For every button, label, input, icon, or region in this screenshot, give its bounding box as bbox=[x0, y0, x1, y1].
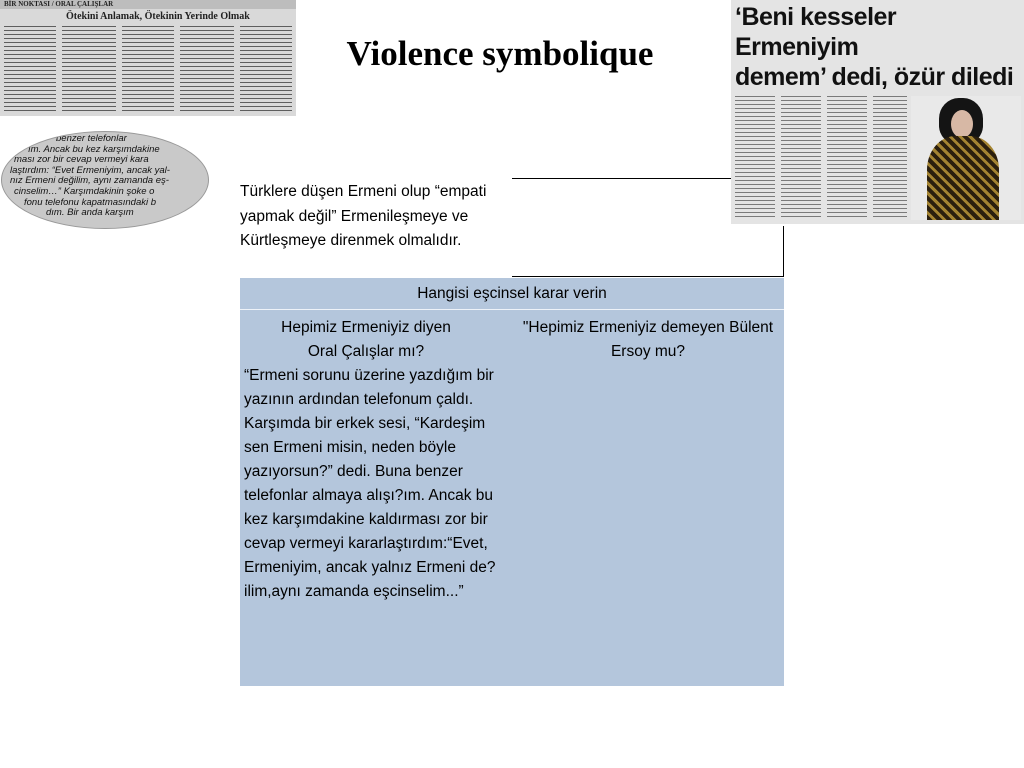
clipping-text-column bbox=[781, 96, 821, 220]
oval-excerpt-line: fonu telefonu kapatmasındaki b bbox=[24, 196, 157, 208]
oval-excerpt-line: cinselim…” Karşımdakinin şoke o bbox=[14, 185, 155, 197]
photo-face-shape bbox=[951, 110, 973, 138]
photo-body-shape bbox=[927, 136, 999, 220]
oval-excerpt-text bbox=[10, 134, 209, 219]
clipping-text-column bbox=[240, 26, 292, 112]
divider-line bbox=[512, 178, 731, 179]
clipping-text-column bbox=[180, 26, 234, 112]
clipping-text-column bbox=[735, 96, 775, 220]
clipping-text-column bbox=[62, 26, 116, 112]
left-quote: “Ermeni sorunu üzerine yazdığım bir yazının ardından telefonum çaldı. Karşımda bir erkek sesi, “Kardeşim sen Ermeni misin, neden böyle yazıyorsun?” dedi. Buna benzer telefonlar almaya alışı?ım. Ancak bu kez karşımdakine kaldırması zor bir cevap vermeyi kararlaştırdım:“Evet, Ermeniyim, ancak yalnız Ermeni de?ilim,aynı zamanda eşcinselim...” bbox=[244, 367, 496, 600]
clipping-text-column bbox=[827, 96, 867, 220]
clipping-text-column bbox=[873, 96, 907, 220]
newspaper-clipping-right bbox=[731, 0, 1024, 224]
headline-line-1: ‘Beni kesseler Ermeniyim bbox=[735, 3, 897, 61]
oval-excerpt-line: ım. Ancak bu kez karşımdakine bbox=[28, 143, 160, 155]
oval-newspaper-excerpt bbox=[1, 131, 209, 229]
left-title-line-1: Hepimiz Ermeniyiz diyen bbox=[281, 319, 451, 336]
clipping-headline: Ötekini Anlamak, Ötekinin Yerinde Olmak bbox=[66, 11, 250, 22]
intro-text: Türklere düşen Ermeni olup “empati yapmak değil” Ermenileşmeye ve Kürtleşmeye direnmek olmalıdır. bbox=[240, 183, 487, 249]
table-cell-right: "Hepimiz Ermeniyiz demeyen Bülent Ersoy mu? bbox=[522, 319, 774, 360]
clipping-right-headline bbox=[735, 2, 1024, 92]
clipping-masthead: BİR NOKTASI / ORAL ÇALIŞLAR bbox=[0, 0, 296, 9]
headline-line-2: demem’ dedi, özür diledi bbox=[735, 63, 1014, 91]
divider-line bbox=[512, 276, 784, 277]
clipping-text-column bbox=[4, 26, 56, 112]
left-title-line-2: Oral Çalışlar mı? bbox=[307, 343, 425, 360]
oval-excerpt-line: laştırdım: “Evet Ermeniyim, ancak yal- bbox=[10, 164, 170, 176]
table-cell-left bbox=[244, 316, 512, 604]
slide-title: Violence symbolique bbox=[346, 34, 654, 73]
newspaper-clipping-left bbox=[0, 0, 296, 116]
oval-excerpt-line: ması zor bir cevap vermeyi kara bbox=[14, 154, 149, 166]
comparison-table bbox=[240, 278, 784, 686]
oval-excerpt-line: benzer telefonlar bbox=[56, 133, 127, 144]
clipping-text-column bbox=[122, 26, 174, 112]
oval-excerpt-line: dım. Bir anda karşım bbox=[46, 207, 134, 219]
oval-excerpt-line: nız Ermeni değilim, aynı zamanda eş- bbox=[10, 175, 169, 187]
table-header: Hangisi eşcinsel karar verin bbox=[240, 278, 784, 310]
divider-line bbox=[783, 226, 784, 277]
